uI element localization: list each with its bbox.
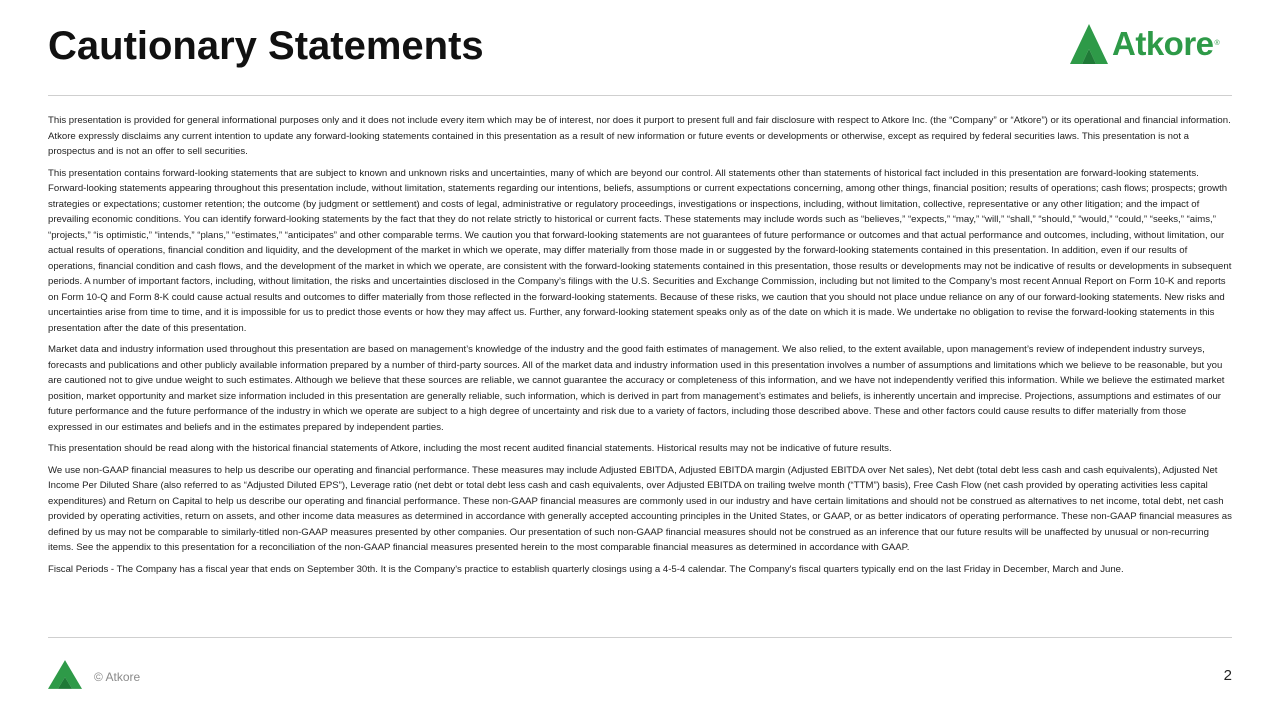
logo-wordmark: Atkore® (1112, 25, 1220, 62)
paragraph-non-gaap: We use non-GAAP financial measures to help us describe our operating and financial performance. These measures may include Adjusted EBITDA, Adjusted EBITDA margin (Adjusted EBITDA over Net sales), Net debt (total debt less cash and cash equivalents), Adjusted Net Income Per Diluted Share (also referred to as “Adjusted Diluted EPS”), Leverage ratio (net debt or total debt less cash and cash equivalents, over Adjusted EBITDA on trailing twelve month (“TTM”) basis), Free Cash Flow (net cash provided by operating activities less capital expenditures) and Return on Capital to help us describe our operating and financial performance. These non-GAAP financial measures are commonly used in our industry and have certain limitations and should not be construed as alternatives to net income, total debt, net cash provided by operating activities, return on assets, and other income data measures as determined in accordance with generally accepted accounting principles in the United States, or GAAP, or as better indicators of operating performance. These non-GAAP financial measures as defined by us may not be comparable to similarly-titled non-GAAP measures presented by other companies. Our presentation of such non-GAAP financial measures should not be construed as an inference that our future results will be unaffected by unusual or non-recurring items. See the appendix to this presentation for a reconciliation of the non-GAAP financial measures presented herein to the most comparable financial measures as determined in accordance with GAAP. (48, 464, 1232, 553)
page-title: Cautionary Statements (48, 24, 484, 68)
paragraph-market-data: Market data and industry information used throughout this presentation are based on management’s knowledge of the industry and the good faith estimates of management. We also relied, to the extent available, upon management’s review of independent industry surveys, forecasts and publications and other publicly available information prepared by a number of third-party sources. All of the market data and industry information used in this presentation involves a number of assumptions and limitations which we believe to be reasonable, but you are cautioned not to give undue weight to such estimates. Although we believe that these sources are reliable, we cannot guarantee the accuracy or completeness of this information, and we have not independently verified this information. While we believe the estimated market position, market opportunity and market size information included in this presentation are generally reliable, such information, which is derived in part from management’s estimates and beliefs, is inherently uncertain and imprecise. Projections, assumptions and estimates of our future performance and the future performance of the industry in which we operate are subject to a high degree of uncertainty and risk due to a variety of factors, including those described above. These and other factors could cause results to differ materially from those expressed in our estimates and beliefs and in the estimates prepared by independent parties. (48, 344, 1225, 433)
footer-logo (48, 660, 82, 694)
atkore-triangle-logo-icon (48, 660, 82, 689)
paragraph-forward-looking: This presentation contains forward-looking statements that are subject to known and unknown risks and uncertainties, many of which are beyond our control. All statements other than statements of historical fact included in this presentation are forward-looking statements. Forward-looking statements appearing throughout this presentation include, without limitation, statements regarding our intentions, beliefs, assumptions or current expectations concerning, among other things, financial position; results of operations; cash flows; prospects; growth strategies or expectations; customer retention; the outcome (by judgment or settlement) and costs of legal, administrative or regulatory proceedings, investigations or inspections, including, without limitation, collective, representative or any other litigation; and the impact of prevailing economic conditions. You can identify forward-looking statements by the fact that they do not relate strictly to historical or current facts. These statements may include words such as “believes,” “expects,” “may,” “will,” “shall,” “should,” “would,” “could,” “seeks,” “aims,” “projects,” “is optimistic,” “intends,” “plans,” “estimates,” “anticipates” and other comparable terms. We caution you that forward-looking statements are not guarantees of future performance or outcomes and that actual performance and outcomes, including, without limitation, our actual results of operations, financial condition and liquidity, and the development of the market in which we operate, may differ materially from those made in or suggested by the forward-looking statements contained in this presentation. In addition, even if our results of operations, financial condition and cash flows, and the development of the market in which we operate, are consistent with the forward-looking statements contained in this presentation, those results or developments may not be indicative of results or developments in subsequent periods. A number of important factors, including, without limitation, the risks and uncertainties disclosed in the Company’s filings with the U.S. Securities and Exchange Commission, including but not limited to the Company’s most recent Annual Report on Form 10-K and reports on Form 10-Q and Form 8-K could cause actual results and outcomes to differ materially from those reflected in the forward-looking statements. Because of these risks, we caution that you should not place undue reliance on any of our forward-looking statements. New risks and uncertainties arise from time to time, and it is impossible for us to predict those events or how they may affect us. Further, any forward-looking statement speaks only as of the date on which it is made. We undertake no obligation to revise the forward-looking statements in this presentation after the date of this presentation. (48, 167, 1232, 334)
footer-divider (48, 637, 1232, 638)
paragraph-intro: This presentation is provided for general informational purposes only and it does not include every item which may be of interest, nor does it purport to present full and fair disclosure with respect to Atkore Inc. (the “Company” or “Atkore”) or its operational and financial information. Atkore expressly disclaims any current intention to update any forward-looking statements contained in this presentation as a result of new information or future events or developments or otherwise, except as required by federal securities laws. This presentation is not a prospectus and is not an offer to sell securities. (48, 115, 1231, 157)
disclaimer-body (48, 113, 1232, 583)
header-divider (48, 95, 1232, 96)
copyright-text: © Atkore (94, 670, 141, 684)
paragraph-fiscal-periods: Fiscal Periods - The Company has a fiscal year that ends on September 30th. It is the Company's practice to establish quarterly closings using a 4-5-4 calendar. The Company's fiscal quarters typically end on the last Friday in December, March and June. (48, 563, 1124, 575)
paragraph-historical: This presentation should be read along with the historical financial statements of Atkore, including the most recent audited financial statements. Historical results may not be indicative of future results. (48, 443, 892, 454)
atkore-logo (1070, 22, 1235, 66)
atkore-triangle-logo-icon (1070, 24, 1108, 64)
page-number: 2 (1223, 667, 1232, 684)
